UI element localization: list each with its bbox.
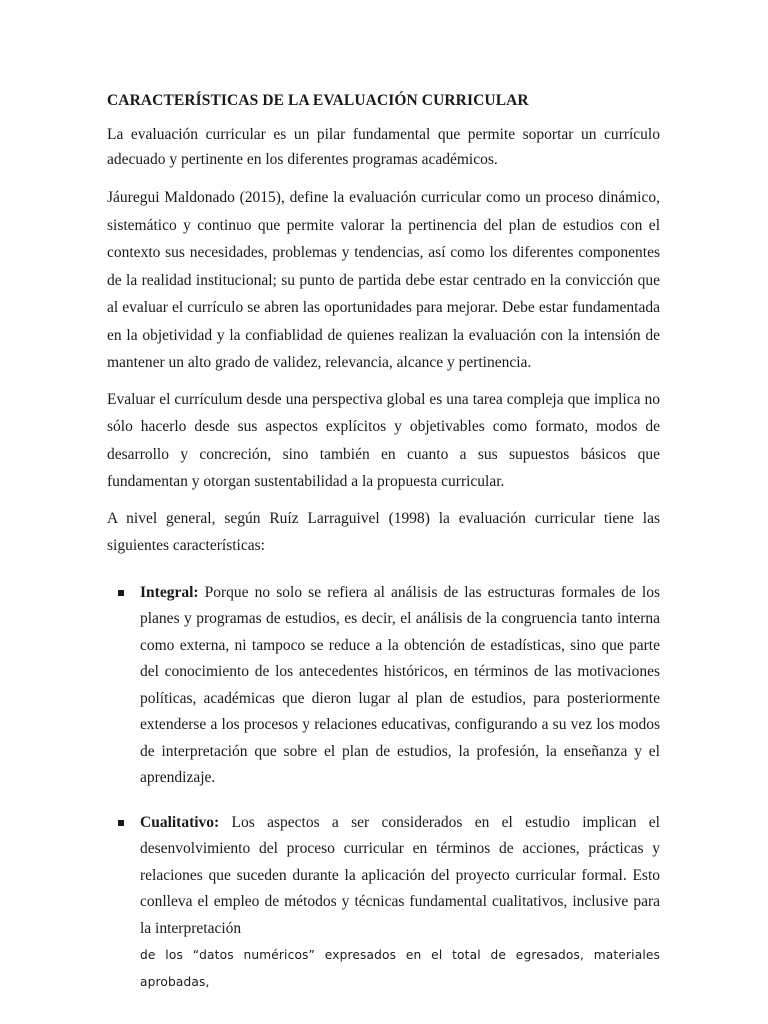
paragraph-characteristics-intro: A nivel general, según Ruíz Larraguivel (1998) la evaluación curricular tiene las siguientes características:	[107, 509, 660, 554]
list-item-cualitativo	[107, 810, 660, 996]
paragraph-global-perspective: Evaluar el currículum desde una perspectiva global es una tarea compleja que implica no sólo hacerlo desde sus aspectos explícitos y objetivables como formato, modos de desarrollo y concreción, sino también en cuanto a sus supuestos básicos que fundamentan y otorgan sustentabilidad a la propuesta curricular.	[107, 390, 660, 490]
document-title: CARACTERÍSTICAS DE LA EVALUACIÓN CURRICULAR	[107, 92, 529, 109]
bullet-text: Porque no solo se refiera al análisis de las estructuras formales de los planes y programas de estudios, es decir, el análisis de la congruencia tanto interna como externa, ni tampoco se reduce a la obtención de estadísticas, sino que parte del conocimiento de los antecedentes históricos, en términos de las motivaciones políticas, académicas que dieron lugar al plan de estudios, para posteriormente extenderse a los procesos y relaciones educativas, configurando a su vez los modos de interpretación que sobre el plan de estudios, la profesión, la enseñanza y el aprendizaje.	[140, 583, 660, 786]
paragraph-definition: Jáuregui Maldonado (2015), define la evaluación curricular como un proceso dinámico, sistemático y continuo que permite valorar la pertinencia del plan de estudios con el contexto sus necesidades, problemas y tendencias, así como los diferentes componentes de la realidad institucional; su punto de partida debe estar centrado en la convicción que al evaluar el currículo se abren las oportunidades para mejorar. Debe estar fundamentada en la objetividad y la confiablidad de quienes realizan la evaluación con la intensión de mantener un alto grado de validez, relevancia, alcance y pertinencia.	[107, 189, 660, 371]
square-bullet-icon	[118, 820, 124, 826]
bullet-term: Cualitativo:	[140, 813, 220, 831]
document-body	[107, 90, 660, 1013]
bullet-text: Los aspectos a ser considerados en el estudio implican el desenvolvimiento del proceso curricular en términos de acciones, prácticas y relaciones que suceden durante la aplicación del proyecto curricular formal. Esto conlleva el empleo de métodos y técnicas fundamental cualitativos, inclusive para la interpretación	[140, 813, 660, 937]
list-item-integral	[107, 580, 660, 792]
square-bullet-icon	[118, 590, 124, 596]
bullet-text-last-line: de los “datos numéricos” expresados en el total de egresados, materiales aprobadas,	[140, 948, 660, 989]
paragraph-intro: La evaluación curricular es un pilar fundamental que permite soportar un currículo adecuado y pertinente en los diferentes programas académicos.	[107, 126, 660, 168]
characteristics-list	[107, 580, 660, 996]
bullet-term: Integral:	[140, 583, 199, 601]
